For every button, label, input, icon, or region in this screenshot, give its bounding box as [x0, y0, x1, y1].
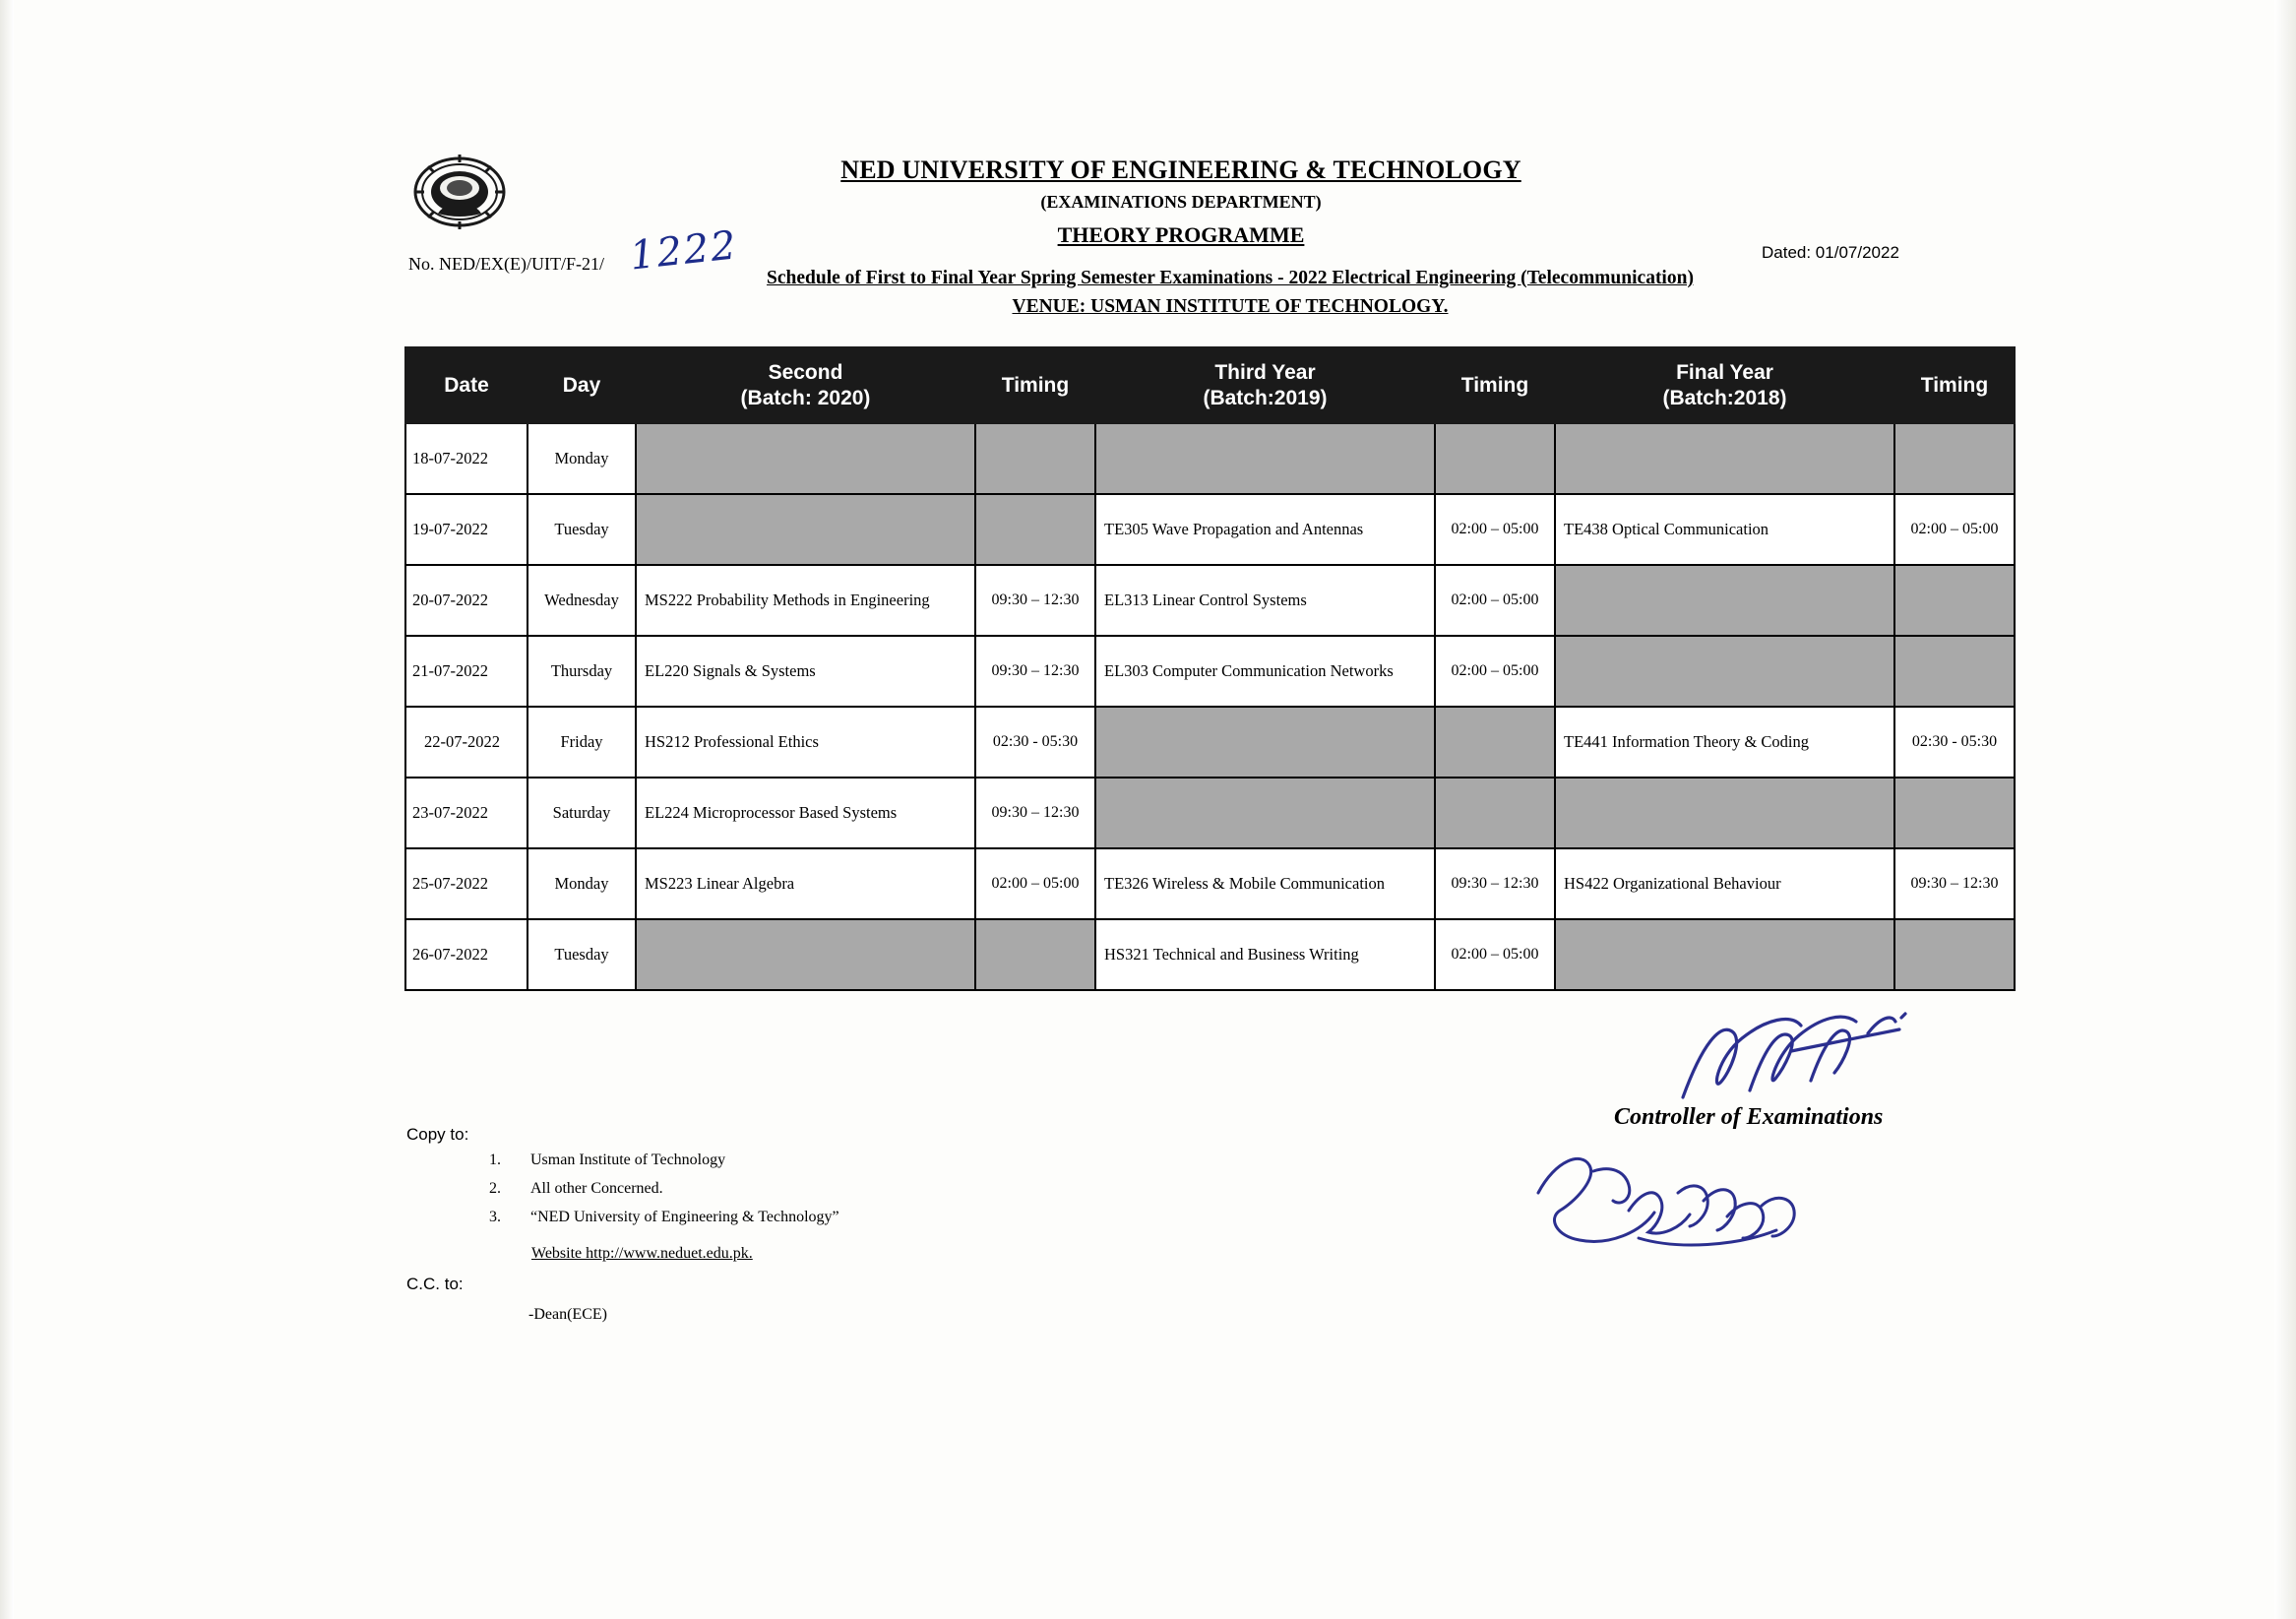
- university-title: NED UNIVERSITY OF ENGINEERING & TECHNOLOGY: [840, 156, 1521, 184]
- cell-third-subject: TE305 Wave Propagation and Antennas: [1095, 494, 1435, 565]
- header-timing-second: Timing: [975, 347, 1095, 423]
- cell-second-timing: 09:30 – 12:30: [975, 565, 1095, 636]
- exam-schedule-table: [404, 346, 2016, 991]
- cell-second-timing: 09:30 – 12:30: [975, 636, 1095, 707]
- cell-day: Friday: [527, 707, 636, 778]
- cell-date: 19-07-2022: [405, 494, 527, 565]
- table-row: [405, 778, 2015, 848]
- department-subtitle: (EXAMINATIONS DEPARTMENT): [1040, 192, 1322, 212]
- cell-final-subject: TE441 Information Theory & Coding: [1555, 707, 1894, 778]
- cell-third-timing: [1435, 707, 1555, 778]
- table-row: [405, 494, 2015, 565]
- cell-third-timing: 02:00 – 05:00: [1435, 636, 1555, 707]
- cell-final-timing: [1894, 423, 2015, 494]
- reference-number-handwritten: 1222: [627, 222, 740, 280]
- cell-third-subject: EL313 Linear Control Systems: [1095, 565, 1435, 636]
- cell-date: 20-07-2022: [405, 565, 527, 636]
- list-item-number: 1.: [489, 1152, 501, 1168]
- cell-date: 26-07-2022: [405, 919, 527, 990]
- schedule-description: Schedule of First to Final Year Spring Semester Examinations - 2022 Electrical Engineering (Telecommunication): [767, 268, 1694, 288]
- list-item-number: 2.: [489, 1180, 501, 1197]
- list-item: [489, 1152, 839, 1169]
- cell-third-subject: HS321 Technical and Business Writing: [1095, 919, 1435, 990]
- table-row: [405, 707, 2015, 778]
- cell-day: Thursday: [527, 636, 636, 707]
- cell-day: Monday: [527, 848, 636, 919]
- cell-third-subject: TE326 Wireless & Mobile Communication: [1095, 848, 1435, 919]
- cell-second-timing: 02:30 - 05:30: [975, 707, 1095, 778]
- cell-date: 21-07-2022: [405, 636, 527, 707]
- cell-second-timing: [975, 423, 1095, 494]
- cell-second-timing: 02:00 – 05:00: [975, 848, 1095, 919]
- cell-day: Monday: [527, 423, 636, 494]
- header-second-year: [636, 347, 975, 423]
- scan-edge-right: [2274, 0, 2296, 1619]
- cell-third-subject: EL303 Computer Communication Networks: [1095, 636, 1435, 707]
- cell-second-subject: [636, 919, 975, 990]
- cell-third-subject: [1095, 423, 1435, 494]
- header-final-year-line2: (Batch:2018): [1662, 386, 1787, 409]
- table-row: [405, 565, 2015, 636]
- header-second-year-line1: Second: [768, 361, 843, 384]
- scan-edge-left: [0, 0, 14, 1619]
- cell-day: Tuesday: [527, 919, 636, 990]
- copy-to-label: Copy to:: [406, 1125, 469, 1144]
- cc-to-label: C.C. to:: [406, 1275, 464, 1293]
- cell-second-timing: [975, 494, 1095, 565]
- reference-number-label: No. NED/EX(E)/UIT/F-21/: [408, 254, 604, 274]
- cell-final-timing: [1894, 565, 2015, 636]
- cell-final-subject: [1555, 565, 1894, 636]
- table-row: [405, 919, 2015, 990]
- cell-third-timing: 02:00 – 05:00: [1435, 919, 1555, 990]
- cell-day: Saturday: [527, 778, 636, 848]
- cell-second-subject: HS212 Professional Ethics: [636, 707, 975, 778]
- copy-to-list: [489, 1152, 839, 1237]
- cell-date: 22-07-2022: [405, 707, 527, 778]
- list-item-number: 3.: [489, 1209, 501, 1225]
- university-crest-logo: [408, 153, 512, 231]
- header-date: Date: [405, 347, 527, 423]
- cell-third-subject: [1095, 707, 1435, 778]
- cell-third-subject: [1095, 778, 1435, 848]
- cell-second-subject: EL224 Microprocessor Based Systems: [636, 778, 975, 848]
- list-item-label: “NED University of Engineering & Technology”: [530, 1209, 839, 1225]
- cell-final-subject: [1555, 636, 1894, 707]
- signature-secondary: [1530, 1142, 1816, 1260]
- cell-second-subject: MS223 Linear Algebra: [636, 848, 975, 919]
- cell-second-subject: EL220 Signals & Systems: [636, 636, 975, 707]
- list-item-label: All other Concerned.: [530, 1180, 663, 1197]
- header-day: Day: [527, 347, 636, 423]
- table-row: [405, 848, 2015, 919]
- cell-final-timing: [1894, 636, 2015, 707]
- header-timing-third: Timing: [1435, 347, 1555, 423]
- cell-final-subject: [1555, 423, 1894, 494]
- venue-line: VENUE: USMAN INSTITUTE OF TECHNOLOGY.: [1012, 296, 1449, 317]
- cell-final-subject: TE438 Optical Communication: [1555, 494, 1894, 565]
- cell-day: Wednesday: [527, 565, 636, 636]
- document-date: Dated: 01/07/2022: [1762, 243, 1899, 262]
- cell-final-timing: 09:30 – 12:30: [1894, 848, 2015, 919]
- list-item: [489, 1209, 839, 1226]
- table-header-row: [405, 347, 2015, 423]
- cell-third-timing: 09:30 – 12:30: [1435, 848, 1555, 919]
- cc-dean-label: -Dean(ECE): [528, 1306, 607, 1323]
- header-third-year-line2: (Batch:2019): [1203, 386, 1328, 409]
- header-timing-final: Timing: [1894, 347, 2015, 423]
- cell-date: 25-07-2022: [405, 848, 527, 919]
- controller-of-examinations-label: Controller of Examinations: [1614, 1104, 1884, 1130]
- cell-second-timing: [975, 919, 1095, 990]
- cell-date: 18-07-2022: [405, 423, 527, 494]
- list-item: [489, 1180, 839, 1198]
- list-item-label: Usman Institute of Technology: [530, 1152, 726, 1168]
- cell-final-subject: HS422 Organizational Behaviour: [1555, 848, 1894, 919]
- cell-final-timing: [1894, 778, 2015, 848]
- cell-day: Tuesday: [527, 494, 636, 565]
- cell-final-timing: 02:00 – 05:00: [1894, 494, 2015, 565]
- table-row: [405, 636, 2015, 707]
- cell-final-timing: 02:30 - 05:30: [1894, 707, 2015, 778]
- signature-controller: [1673, 1004, 1919, 1112]
- cell-final-subject: [1555, 919, 1894, 990]
- cell-second-subject: MS222 Probability Methods in Engineering: [636, 565, 975, 636]
- header-final-year-line1: Final Year: [1676, 361, 1773, 384]
- cell-second-timing: 09:30 – 12:30: [975, 778, 1095, 848]
- programme-title: THEORY PROGRAMME: [1057, 222, 1305, 247]
- cell-third-timing: 02:00 – 05:00: [1435, 565, 1555, 636]
- cell-third-timing: 02:00 – 05:00: [1435, 494, 1555, 565]
- header-third-year: [1095, 347, 1435, 423]
- cell-third-timing: [1435, 778, 1555, 848]
- cell-third-timing: [1435, 423, 1555, 494]
- cell-second-subject: [636, 494, 975, 565]
- cell-second-subject: [636, 423, 975, 494]
- cell-final-timing: [1894, 919, 2015, 990]
- cell-final-subject: [1555, 778, 1894, 848]
- header-final-year: [1555, 347, 1894, 423]
- header-third-year-line1: Third Year: [1214, 361, 1316, 384]
- website-link[interactable]: Website http://www.neduet.edu.pk.: [531, 1245, 753, 1262]
- header-second-year-line2: (Batch: 2020): [740, 386, 871, 409]
- cell-date: 23-07-2022: [405, 778, 527, 848]
- table-row: [405, 423, 2015, 494]
- document-header: [689, 156, 1673, 248]
